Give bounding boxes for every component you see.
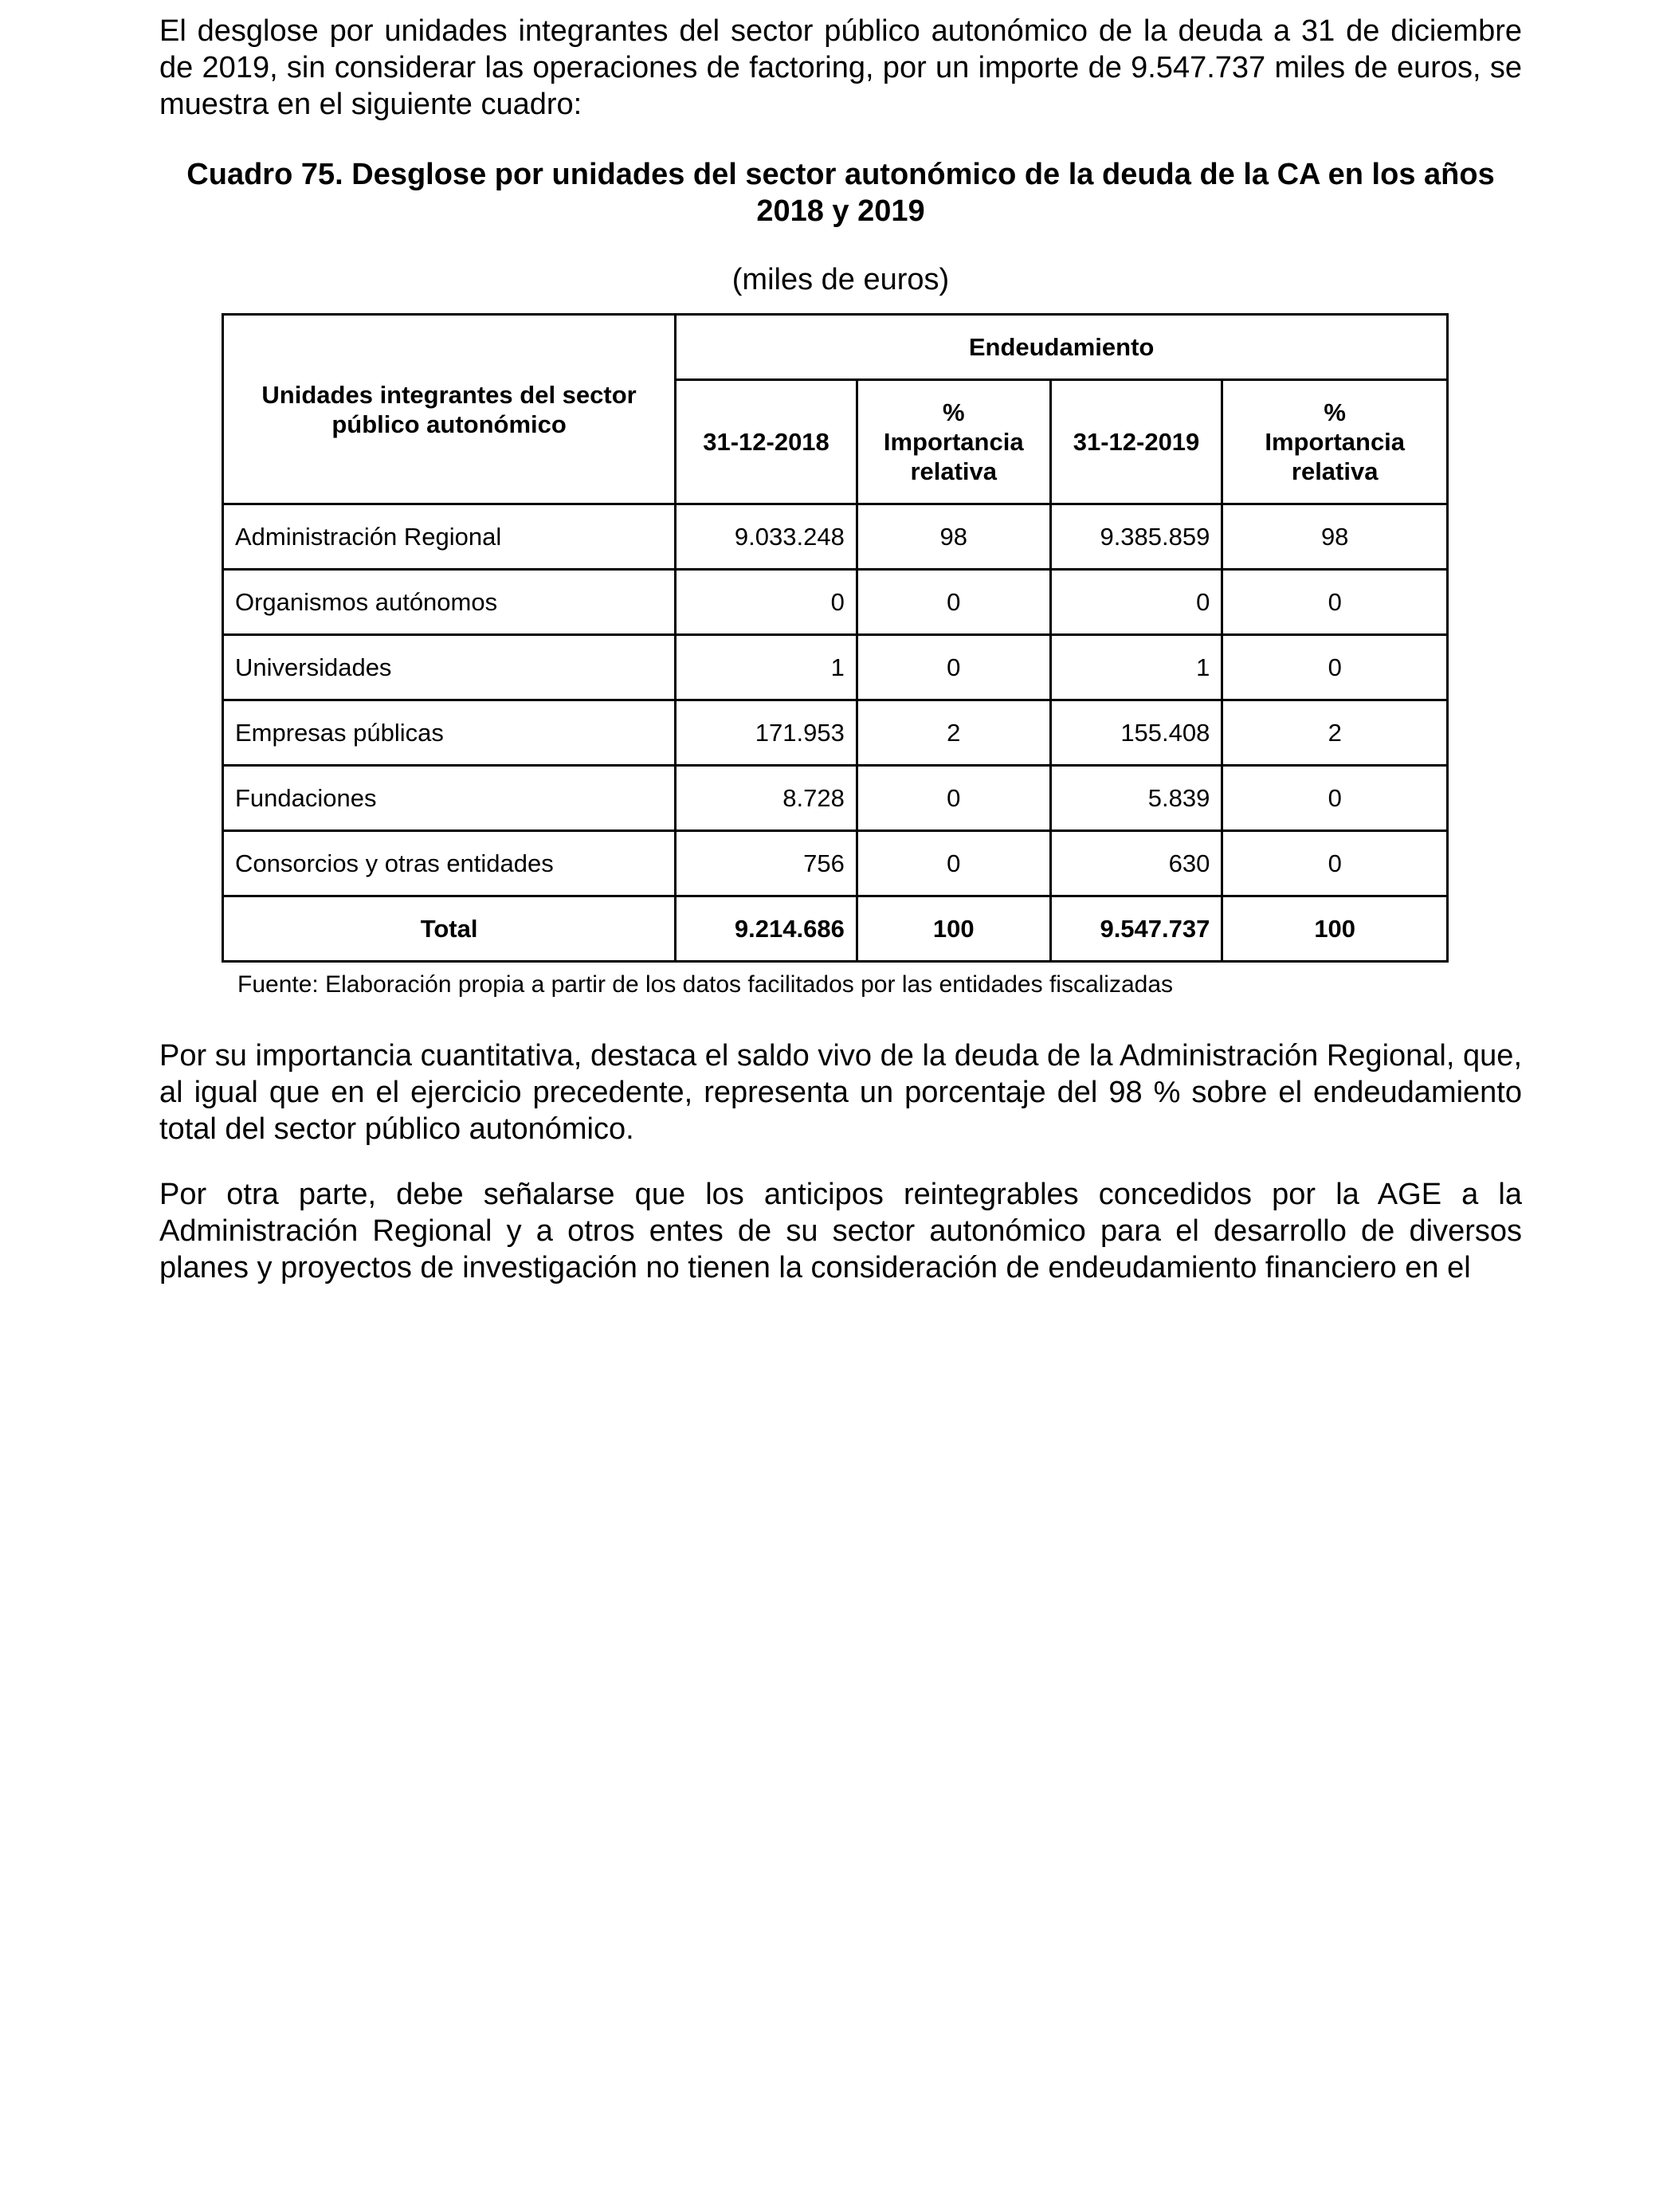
- value-2018: 9.033.248: [676, 504, 857, 570]
- pct-2019-label-2: relativa: [1291, 457, 1379, 485]
- table-row: [223, 831, 1448, 896]
- value-2019: 155.408: [1050, 700, 1222, 766]
- unit-name: Empresas públicas: [223, 700, 676, 766]
- col-header-pct-2019: [1222, 380, 1448, 504]
- total-pct-2019: 100: [1222, 896, 1448, 962]
- table-units: (miles de euros): [731, 263, 950, 296]
- total-label: Total: [223, 896, 676, 962]
- pct-2019: 2: [1222, 700, 1448, 766]
- debt-table: [222, 313, 1449, 963]
- pct-2019: 98: [1222, 504, 1448, 570]
- pct-2018: 0: [857, 766, 1050, 831]
- pct-2019: 0: [1222, 635, 1448, 700]
- pct-2018: 2: [857, 700, 1050, 766]
- debt-group-header: Endeudamiento: [676, 315, 1448, 380]
- value-2018: 1: [676, 635, 857, 700]
- source-note: Fuente: Elaboración propia a partir de los datos facilitados por las entidades fiscalizadas: [237, 971, 1174, 998]
- pct-2018-label-2: relativa: [910, 457, 998, 485]
- unit-name: Consorcios y otras entidades: [223, 831, 676, 896]
- unit-name: Universidades: [223, 635, 676, 700]
- col-header-2019: 31-12-2019: [1050, 380, 1222, 504]
- pct-2019: 0: [1222, 570, 1448, 635]
- pct-2018: 0: [857, 570, 1050, 635]
- total-pct-2018: 100: [857, 896, 1050, 962]
- table-row: [223, 635, 1448, 700]
- table-row: [223, 504, 1448, 570]
- pct-2018: 98: [857, 504, 1050, 570]
- value-2018: 0: [676, 570, 857, 635]
- value-2019: 9.385.859: [1050, 504, 1222, 570]
- col-header-pct-2018: [857, 380, 1050, 504]
- total-2018: 9.214.686: [676, 896, 857, 962]
- table-row: [223, 570, 1448, 635]
- pct-2019: 0: [1222, 831, 1448, 896]
- table-row: [223, 766, 1448, 831]
- value-2019: 0: [1050, 570, 1222, 635]
- table-title: Cuadro 75. Desglose por unidades del sector autonómico de la deuda de la CA en los años 2018 y 2019: [186, 158, 1495, 228]
- value-2018: 171.953: [676, 700, 857, 766]
- pct-2018: 0: [857, 831, 1050, 896]
- pct-2019: 0: [1222, 766, 1448, 831]
- unit-name: Organismos autónomos: [223, 570, 676, 635]
- value-2019: 1: [1050, 635, 1222, 700]
- intro-paragraph: El desglose por unidades integrantes del sector público autonómico de la deuda a 31 de diciembre de 2019, sin considerar las operaciones de factoring, por un importe de 9.547.737 miles de euros, se muestra en el siguiente cuadro:: [159, 14, 1522, 121]
- pct-2019-symbol: %: [1324, 398, 1346, 426]
- col-header-2018: 31-12-2018: [676, 380, 857, 504]
- paragraph-importance: Por su importancia cuantitativa, destaca el saldo vivo de la deuda de la Administración Regional, que, al igual que en el ejercicio precedente, representa un porcentaje del 98 % sobre el endeudamiento total del sector público autonómico.: [159, 1039, 1522, 1146]
- total-2019: 9.547.737: [1050, 896, 1222, 962]
- value-2018: 8.728: [676, 766, 857, 831]
- unit-name: Fundaciones: [223, 766, 676, 831]
- table-row: [223, 700, 1448, 766]
- total-row: [223, 896, 1448, 962]
- pct-2018-symbol: %: [942, 398, 965, 426]
- value-2019: 5.839: [1050, 766, 1222, 831]
- units-column-header: Unidades integrantes del sector público autonómico: [223, 315, 676, 504]
- paragraph-advances: Por otra parte, debe señalarse que los anticipos reintegrables concedidos por la AGE a la Administración Regional y a otros entes de su sector autonómico para el desarrollo de diversos planes y proyectos de investigación no tienen la consideración de endeudamiento financiero en el: [159, 1178, 1522, 1284]
- pct-2018: 0: [857, 635, 1050, 700]
- value-2018: 756: [676, 831, 857, 896]
- pct-2018-label-1: Importancia: [883, 428, 1024, 456]
- unit-name: Administración Regional: [223, 504, 676, 570]
- value-2019: 630: [1050, 831, 1222, 896]
- pct-2019-label-1: Importancia: [1265, 428, 1406, 456]
